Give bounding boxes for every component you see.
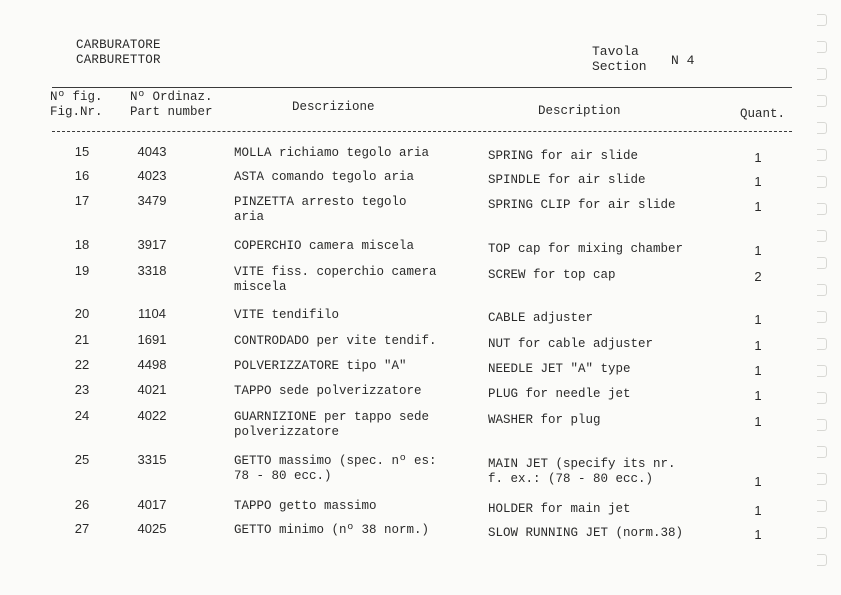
- table-header-rule: [52, 131, 792, 132]
- binder-hole: [817, 527, 827, 539]
- description-english: SPRING for air slide: [488, 149, 639, 163]
- binder-hole: [817, 14, 827, 26]
- part-number: 1104: [138, 306, 166, 321]
- column-header-descrizione: Descrizione: [292, 100, 375, 114]
- quantity: 1: [754, 174, 762, 189]
- section-label: [592, 44, 647, 74]
- fig-number: 22: [74, 357, 90, 372]
- part-number: 4025: [137, 521, 167, 536]
- column-header-fig: [50, 90, 103, 120]
- document-title: [76, 38, 161, 68]
- binder-hole: [817, 473, 827, 485]
- description-italian: VITE tendifilo: [234, 308, 340, 322]
- binder-hole: [817, 95, 827, 107]
- description-english: PLUG for needle jet: [488, 387, 631, 401]
- quantity: 1: [754, 363, 762, 378]
- description-english: TOP cap for mixing chamber: [488, 242, 684, 256]
- binder-hole: [817, 419, 827, 431]
- description-english: NUT for cable adjuster: [488, 337, 654, 351]
- part-number: 1691: [137, 332, 167, 347]
- quantity: 1: [754, 388, 762, 403]
- fig-number: 19: [74, 263, 90, 278]
- description-english: WASHER for plug: [488, 413, 601, 427]
- quantity: 2: [754, 269, 762, 284]
- table-top-rule: [52, 87, 792, 88]
- quantity: 1: [754, 414, 762, 429]
- part-number: 3315: [137, 452, 167, 467]
- fig-number: 20: [74, 306, 90, 321]
- description-italian: CONTRODADO per vite tendif.: [234, 334, 437, 348]
- description-english: SPINDLE for air slide: [488, 173, 646, 187]
- description-italian: GUARNIZIONE per tappo sede polverizzatore: [234, 410, 430, 439]
- title-english: CARBURETTOR: [76, 53, 161, 67]
- part-number: 4498: [137, 357, 167, 372]
- part-number: 4021: [137, 382, 167, 397]
- description-italian: MOLLA richiamo tegolo aria: [234, 146, 430, 160]
- description-english: NEEDLE JET "A" type: [488, 362, 631, 376]
- title-italian: CARBURATORE: [76, 38, 161, 52]
- description-italian: VITE fiss. coperchio camera miscela: [234, 265, 437, 294]
- quantity: 1: [754, 527, 762, 542]
- column-header-part-italian: Nº Ordinaz.: [130, 90, 213, 104]
- binder-hole: [817, 284, 827, 296]
- description-italian: GETTO massimo (spec. nº es: 78 - 80 ecc.): [234, 454, 437, 483]
- section-label-italian: Tavola: [592, 44, 639, 59]
- binder-hole: [817, 500, 827, 512]
- part-number: 3917: [137, 237, 167, 252]
- binder-hole: [817, 176, 827, 188]
- binder-hole: [817, 41, 827, 53]
- binder-hole: [817, 68, 827, 80]
- description-italian: POLVERIZZATORE tipo "A": [234, 359, 407, 373]
- description-italian: TAPPO sede polverizzatore: [234, 384, 422, 398]
- fig-number: 15: [74, 144, 90, 159]
- column-header-fig-english: Fig.Nr.: [50, 105, 103, 119]
- binder-hole: [817, 311, 827, 323]
- part-number: 4017: [137, 497, 167, 512]
- fig-number: 18: [74, 237, 90, 252]
- description-english: SPRING CLIP for air slide: [488, 198, 676, 212]
- column-header-part: [130, 90, 213, 120]
- description-english: SLOW RUNNING JET (norm.38): [488, 526, 684, 540]
- description-english: CABLE adjuster: [488, 311, 594, 325]
- part-number: 4022: [137, 408, 167, 423]
- description-italian: GETTO minimo (nº 38 norm.): [234, 523, 430, 537]
- binder-hole: [817, 230, 827, 242]
- description-english: HOLDER for main jet: [488, 502, 631, 516]
- quantity: 1: [754, 338, 762, 353]
- column-header-quantity: Quant.: [740, 107, 786, 121]
- fig-number: 27: [74, 521, 90, 536]
- fig-number: 23: [74, 382, 90, 397]
- quantity: 1: [754, 312, 762, 327]
- description-english: MAIN JET (specify its nr. f. ex.: (78 - 80 ecc.): [488, 457, 676, 486]
- part-number: 4023: [137, 168, 167, 183]
- section-label-english: Section: [592, 59, 647, 74]
- fig-number: 16: [74, 168, 90, 183]
- description-italian: ASTA comando tegolo aria: [234, 170, 415, 184]
- fig-number: 21: [74, 332, 90, 347]
- binder-hole: [817, 392, 827, 404]
- binder-hole: [817, 338, 827, 350]
- column-header-part-english: Part number: [130, 105, 213, 119]
- quantity: 1: [754, 503, 762, 518]
- binder-hole: [817, 554, 827, 566]
- binder-hole: [817, 203, 827, 215]
- binder-hole: [817, 122, 827, 134]
- description-italian: PINZETTA arresto tegolo aria: [234, 195, 407, 224]
- binder-hole: [817, 446, 827, 458]
- binder-hole: [817, 365, 827, 377]
- quantity: 1: [754, 243, 762, 258]
- fig-number: 26: [74, 497, 90, 512]
- section-number: N 4: [671, 53, 695, 68]
- part-number: 3479: [137, 193, 167, 208]
- fig-number: 17: [74, 193, 90, 208]
- quantity: 1: [754, 150, 762, 165]
- part-number: 3318: [137, 263, 167, 278]
- fig-number: 24: [74, 408, 90, 423]
- binder-hole: [817, 149, 827, 161]
- fig-number: 25: [74, 452, 90, 467]
- binder-hole: [817, 257, 827, 269]
- part-number: 4043: [137, 144, 167, 159]
- column-header-description: Description: [538, 104, 621, 118]
- description-italian: TAPPO getto massimo: [234, 499, 377, 513]
- description-italian: COPERCHIO camera miscela: [234, 239, 415, 253]
- description-english: SCREW for top cap: [488, 268, 616, 282]
- quantity: 1: [754, 474, 762, 489]
- column-header-fig-italian: Nº fig.: [50, 90, 103, 104]
- quantity: 1: [754, 199, 762, 214]
